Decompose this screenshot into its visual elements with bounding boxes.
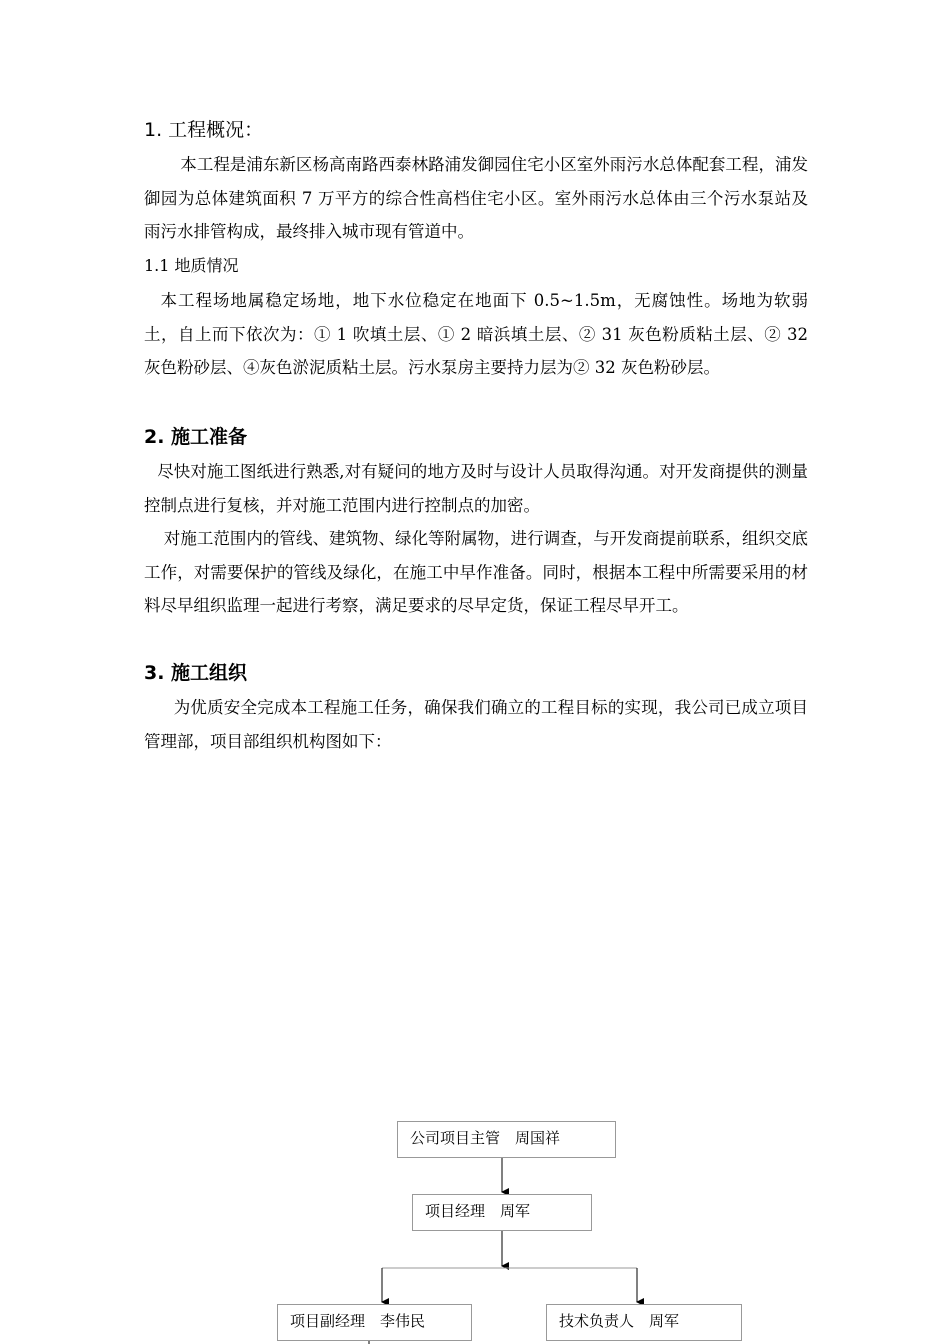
section-3-heading: 3. 施工组织 [144, 662, 248, 684]
section-2-paragraph-2: 对施工范围内的管线、建筑物、绿化等附属物，进行调查，与开发商提前联系，组织交底工作，对需要保护的管线及绿化，在施工中早作准备。同时，根据本工程中所需要采用的材料尽早组织监理一起进行考察，满足要求的尽早定货，保证工程尽早开工。 [144, 529, 808, 615]
org-box-project-manager: 项目经理 周军 [412, 1194, 592, 1231]
section-2-paragraph-1: 尽快对施工图纸进行熟悉,对有疑问的地方及时与设计人员取得沟通。对开发商提供的测量控制点进行复核，并对施工范围内进行控制点的加密。 [144, 462, 808, 515]
section-1-1-heading: 1.1 地质情况 [144, 256, 239, 275]
org-box-technical-lead: 技术负责人 周军 [546, 1304, 742, 1341]
section-2-heading: 2. 施工准备 [144, 426, 248, 448]
section-1-heading: 1. 工程概况： [144, 119, 264, 141]
org-box-project-director: 公司项目主管 周国祥 [397, 1121, 616, 1158]
section-1-1-geology: 本工程场地属稳定场地，地下水位稳定在地面下 0.5~1.5m，无腐蚀性。场地为软弱土，自上而下依次为：① 1 吹填土层、① 2 暗浜填土层、② 31 灰色粉质粘土层、② 32 灰色粉砂层、④灰色淤泥质粘土层。污水泵房主要持力层为② 32 灰色粉砂层。 [144, 291, 808, 377]
section-3-paragraph-1: 为优质安全完成本工程施工任务，确保我们确立的工程目标的实现，我公司已成立项目管理部，项目部组织机构图如下： [144, 698, 808, 751]
org-box-deputy-manager: 项目副经理 李伟民 [277, 1304, 472, 1341]
section-1-intro: 本工程是浦东新区杨高南路西泰林路浦发御园住宅小区室外雨污水总体配套工程，浦发御园为总体建筑面积 7 万平方的综合性高档住宅小区。室外雨污水总体由三个污水泵站及雨污水排管构成，最终排入城市现有管道中。 [144, 155, 808, 241]
